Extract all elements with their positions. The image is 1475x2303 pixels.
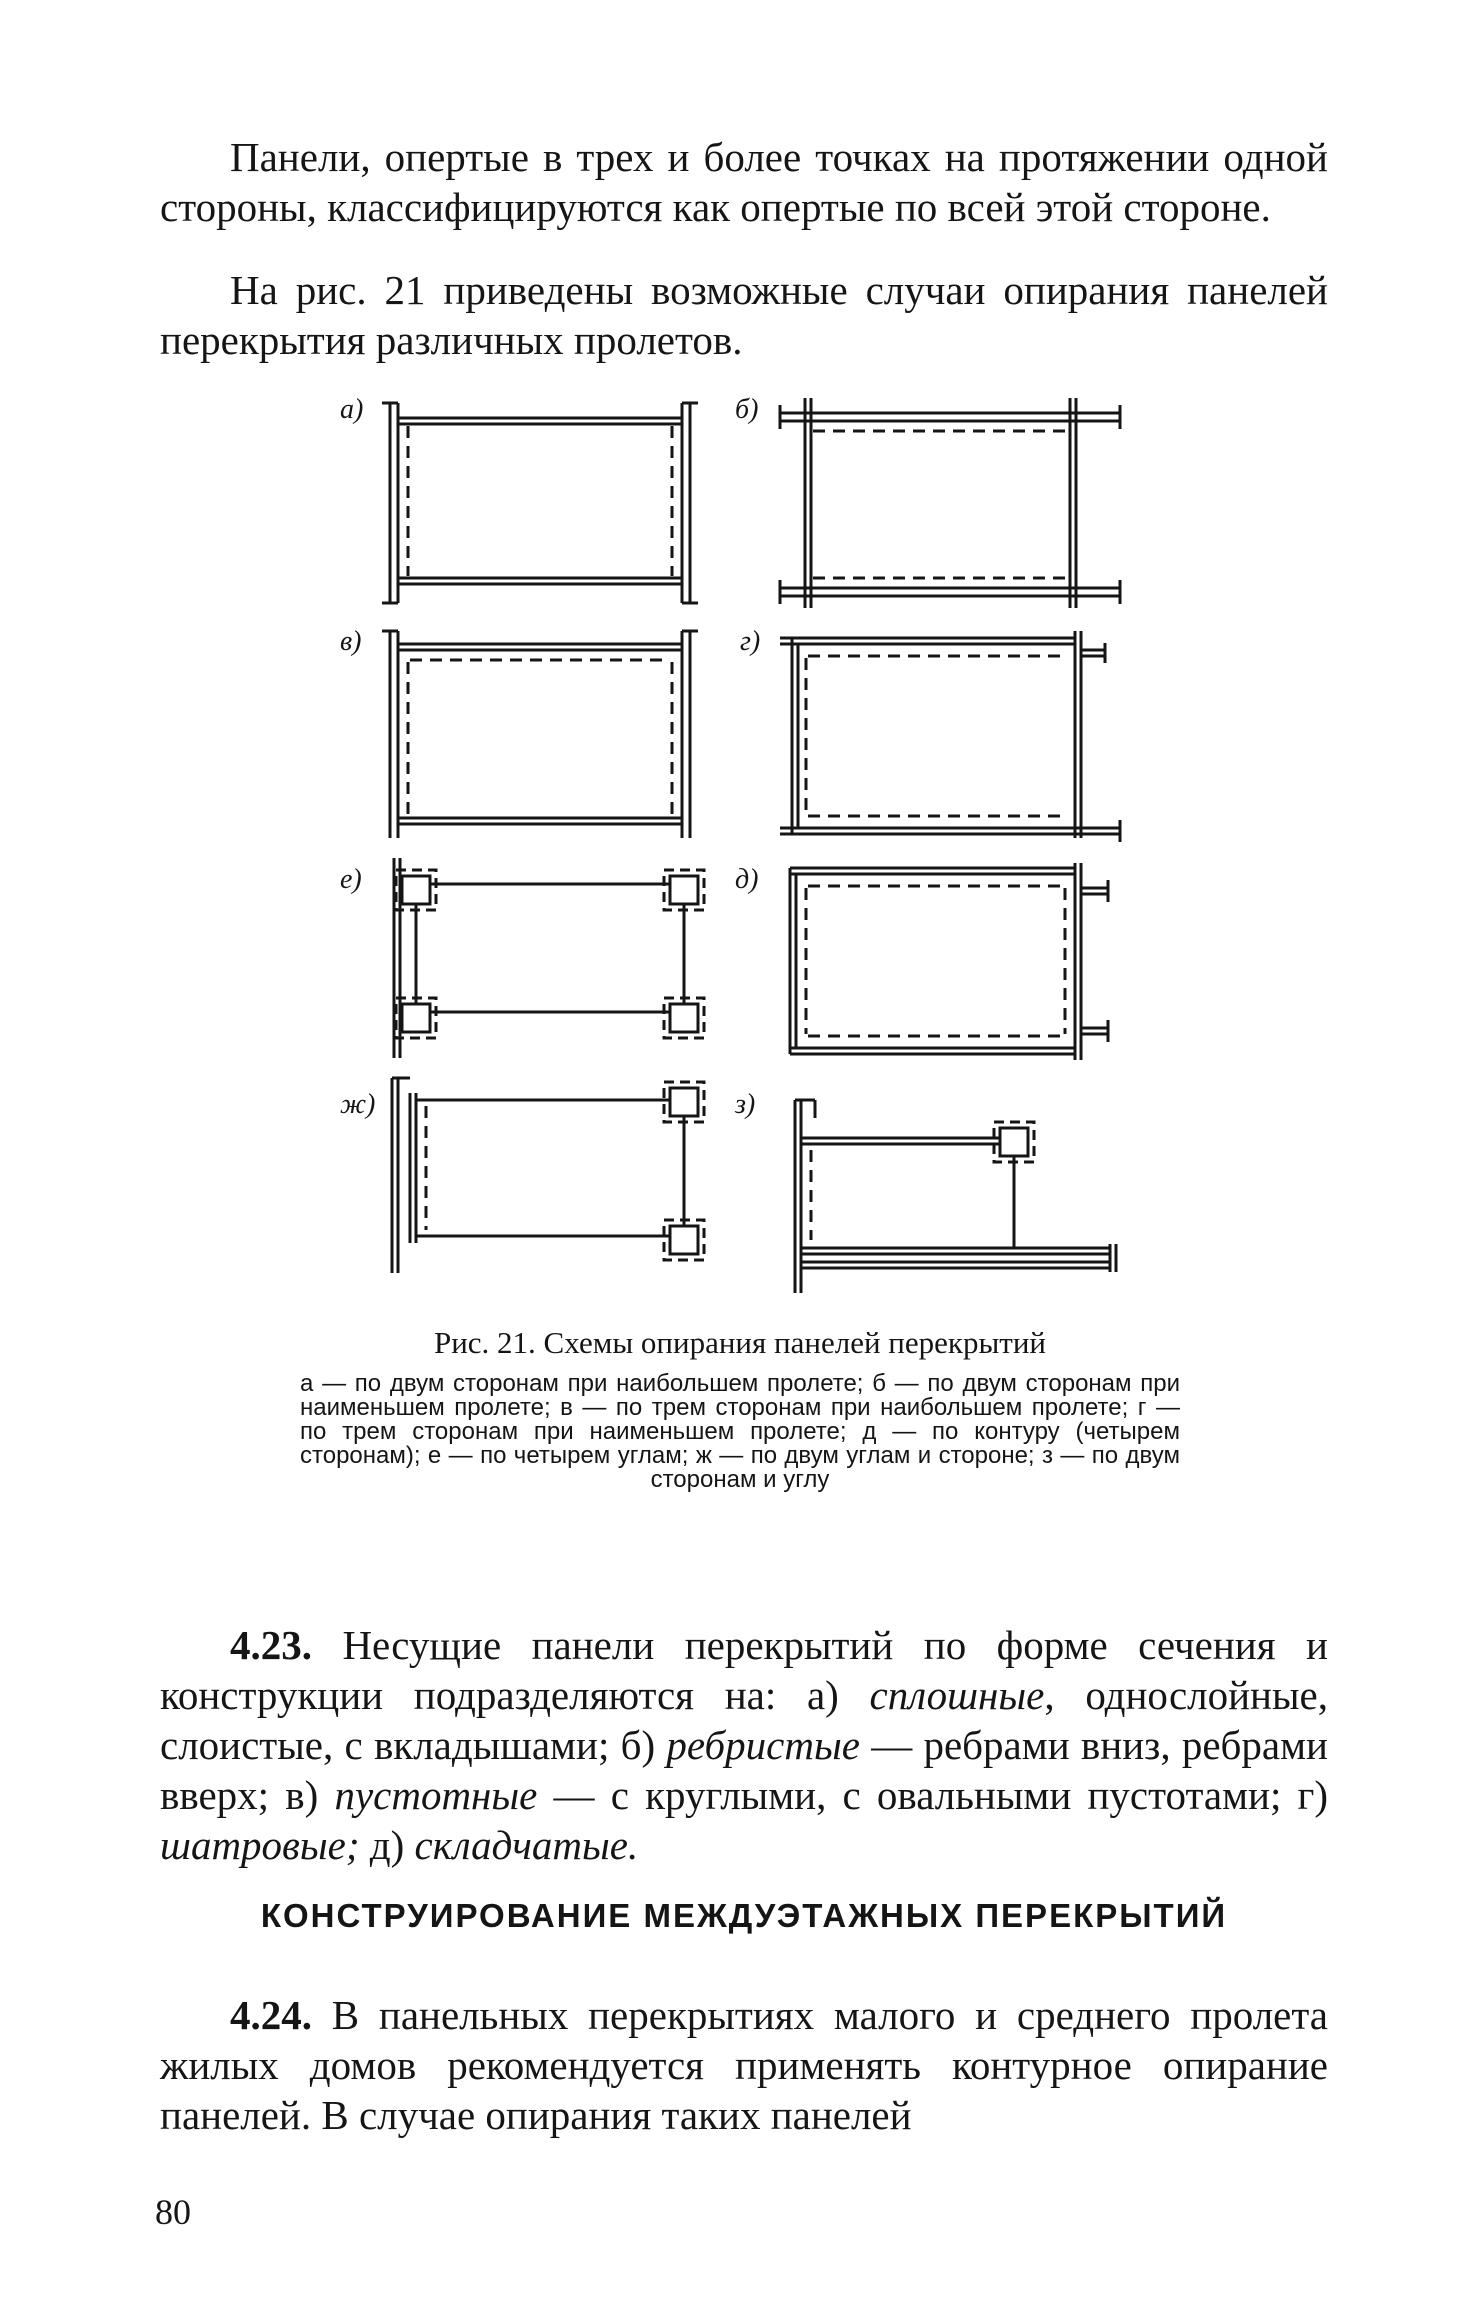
diagram-a <box>340 394 698 603</box>
text-fragment: , однослойные, слоистые, с вкладышами; б) <box>160 1672 1328 1768</box>
page-number: 80 <box>155 2192 191 2232</box>
diagram-z <box>734 1089 1116 1293</box>
text-fragment: Несущие панели перекрытий по форме сечения и конструкции подразделяются на: а) <box>160 1622 1328 1718</box>
term-folded: складчатые. <box>414 1822 639 1868</box>
section-heading: КОНСТРУИРОВАНИЕ МЕЖДУЭТАЖНЫХ ПЕРЕКРЫТИЙ <box>260 1897 1228 1934</box>
paragraph-4-24 <box>160 1990 1328 2140</box>
paragraph-4-24-text: В панельных перекрытиях малого и среднего пролета жилых домов рекомендуется применять контурное опирание панелей. В случае опирания таких панелей <box>160 1992 1328 2138</box>
figure-caption-title: Рис. 21. Схемы опирания панелей перекрытий <box>433 1325 1047 1360</box>
diagram-d <box>735 863 1108 1060</box>
text-fragment: д) <box>359 1822 415 1868</box>
clause-number-4-23: 4.23. <box>230 1622 312 1668</box>
label-b: б) <box>735 394 759 425</box>
label-a: а) <box>340 394 364 425</box>
label-z: з) <box>735 1089 756 1120</box>
label-v: в) <box>340 626 362 657</box>
label-e: е) <box>340 864 362 895</box>
term-hollow: пустотные <box>334 1772 538 1818</box>
label-g: г) <box>740 626 761 657</box>
diagram-v <box>340 626 698 838</box>
diagram-g <box>740 626 1120 842</box>
term-ribbed: ребристые <box>666 1722 860 1768</box>
diagram-e <box>340 858 704 1058</box>
term-solid: сплошные <box>869 1672 1045 1718</box>
paragraph-4-23 <box>160 1620 1328 1870</box>
figure-21-support-schemes <box>330 388 1170 1308</box>
figure-caption-text: а — по двум сторонам при наибольшем пролете; б — по двум сторонам при наименьшем пролете; в — по трем сторонам при наибольшем пролете; г — по трем сторонам при наименьшем пролете; д — по контуру (четырем сторонам); е — по четырем углам; ж — по двум углам и стороне; з — по двум сторонам и углу <box>300 1370 1180 1493</box>
term-tent: шатровые; <box>160 1822 360 1868</box>
figure-caption <box>300 1322 1180 1492</box>
clause-number-4-24: 4.24. <box>230 1992 312 2038</box>
diagram-zh <box>340 1078 704 1273</box>
text-fragment: — ребрами вниз, ребрами вверх; в) <box>160 1722 1328 1818</box>
diagram-b <box>735 394 1120 608</box>
text-fragment: — с круглыми, с овальными пустотами; г) <box>537 1772 1328 1818</box>
label-d: д) <box>735 864 759 895</box>
paragraph-panels-three-points: Панели, опертые в трех и более точках на протяжении одной стороны, классифицируются как опертые по всей этой стороне. <box>160 134 1328 230</box>
paragraph-figure-intro: На рис. 21 приведены возможные случаи опирания панелей перекрытия различных пролетов. <box>160 267 1328 363</box>
label-zh: ж) <box>340 1089 376 1120</box>
